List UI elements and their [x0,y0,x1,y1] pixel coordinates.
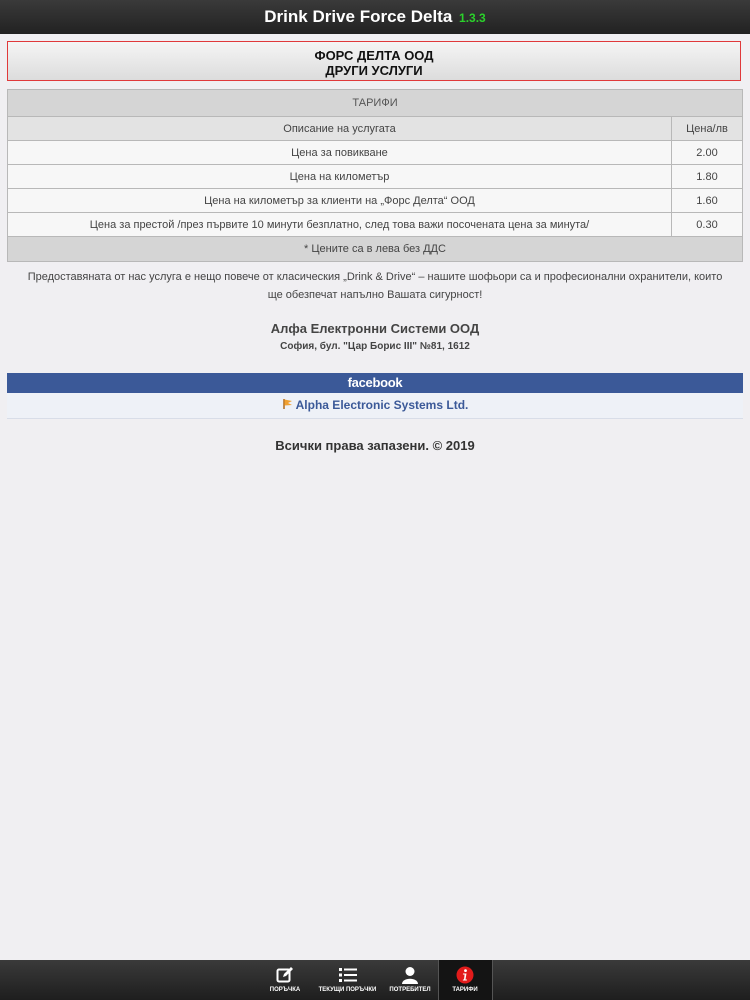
tab-order[interactable] [258,960,313,1000]
facebook-page-name: Alpha Electronic Systems Ltd. [295,398,469,412]
tab-label: ПОТРЕБИТЕЛ [389,987,431,993]
facebook-page-box [7,393,743,419]
app-version: 1.3.3 [459,11,486,25]
column-header-price: Цена/лв [672,117,743,141]
company-name: ФОРС ДЕЛТА ООД [314,48,434,63]
tariff-description: Цена за престой /през първите 10 минути безплатно, след това важи посочената цена за минута/ [8,213,672,237]
table-row [8,189,743,213]
table-row [8,141,743,165]
copyright: Всички права запазени. © 2019 [275,438,475,453]
service-description: Предоставяната от нас услуга е нещо повече от класическия „Drink & Drive“ – нашите шофьори са и професионални охранители, които ще обезпечат напълно Вашата сигурност! [27,271,723,301]
tab-user[interactable] [383,960,438,1000]
app-title: Drink Drive Force Delta [264,7,453,26]
tariffs-table [7,89,743,262]
company-box [7,41,741,81]
list-icon [339,966,357,987]
app-header [0,0,750,34]
tariff-description: Цена на километър за клиенти на „Форс Делта“ ООД [8,189,672,213]
info-icon [456,966,474,987]
table-row [8,165,743,189]
tariff-description: Цена на километър [8,165,672,189]
tariff-price: 1.80 [672,165,743,189]
provider-name: Алфа Електронни Системи ООД [270,321,480,336]
edit-icon [276,966,294,987]
user-icon [401,966,419,987]
facebook-header: facebook [7,373,743,393]
tariff-price: 2.00 [672,141,743,165]
tariff-price: 0.30 [672,213,743,237]
tab-tariffs[interactable] [438,960,493,1000]
company-subtitle: ДРУГИ УСЛУГИ [325,63,423,78]
column-header-description: Описание на услугата [8,117,672,141]
tariff-price: 1.60 [672,189,743,213]
tab-label: ПОРЪЧКА [269,987,301,993]
tariffs-caption: ТАРИФИ [8,90,743,117]
provider-address: София, бул. "Цар Борис III" №81, 1612 [280,341,470,352]
tab-label: ТЕКУЩИ ПОРЪЧКИ [318,987,377,993]
tariffs-footnote: * Цените са в лева без ДДС [8,237,743,262]
tariff-description: Цена за повикване [8,141,672,165]
flag-icon [282,394,294,419]
table-row [8,213,743,237]
facebook-page-link[interactable] [282,398,469,412]
bottom-tab-bar [0,960,750,1000]
tab-label: ТАРИФИ [452,987,478,993]
tab-current-orders[interactable] [313,960,383,1000]
